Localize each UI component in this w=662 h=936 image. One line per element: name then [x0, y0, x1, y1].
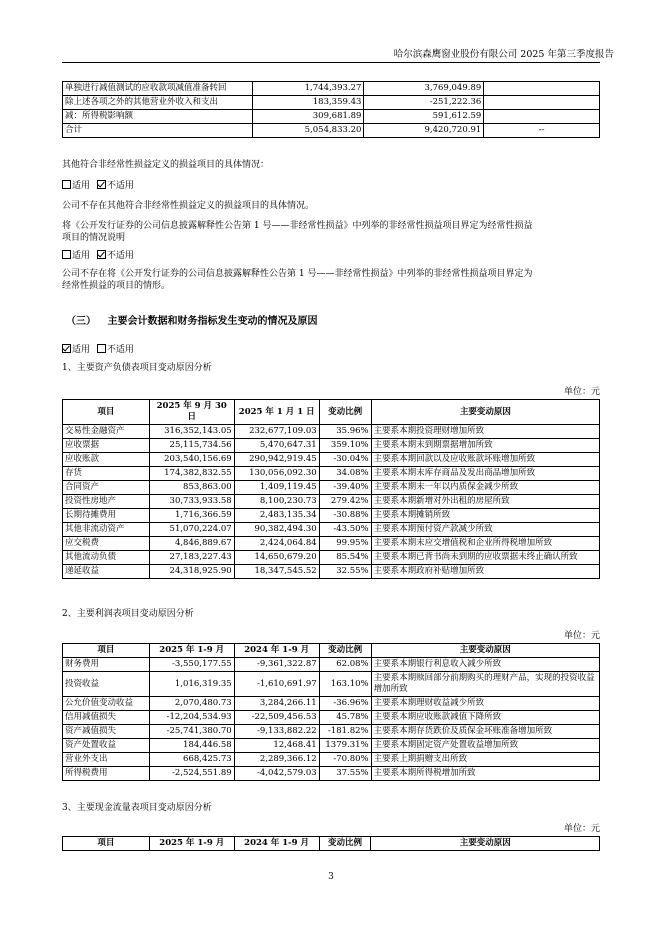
table-cell: 1,016,319.35 [149, 672, 234, 697]
check-row-1 [62, 180, 134, 192]
header-row [63, 644, 600, 658]
column-header: 项目 [63, 644, 150, 658]
row-current: 1,744,393.27 [252, 82, 364, 96]
column-header: 项目 [63, 400, 150, 425]
table-cell: 营业外支出 [63, 753, 150, 767]
checkbox-not-applicable[interactable] [97, 180, 106, 189]
label-applicable: 适用 [72, 181, 91, 191]
row-item: 除上述各项之外的其他营业外收入和支出 [63, 96, 253, 110]
column-header: 2025 年 1 月 1 日 [234, 400, 319, 425]
checkbox-not-applicable-3[interactable] [97, 344, 106, 353]
table-cell: 90,382,494.30 [234, 523, 319, 537]
section-heading: 主要会计数据和财务指标发生变动的情况及原因 [107, 316, 318, 327]
row-current: 5,054,833.20 [252, 124, 364, 138]
table-cell: 32.55% [319, 565, 371, 579]
table-cell: 投资收益 [63, 672, 150, 697]
table-row [63, 82, 600, 96]
section-title [66, 312, 317, 327]
table-cell: 公允价值变动收益 [63, 697, 150, 711]
table-cell: 1,716,366.59 [149, 509, 234, 523]
table-cell: -70.80% [319, 753, 371, 767]
table-cell: -43.50% [319, 523, 371, 537]
table-cell: 51,070,224.07 [149, 523, 234, 537]
table-cell: 主要系本期已背书尚未到期的应收票据未终止确认所致 [371, 551, 599, 565]
table-row [63, 697, 600, 711]
table-cell: 62.08% [319, 658, 371, 672]
checkbox-applicable-2[interactable] [62, 250, 71, 259]
table-cell: 1,409,119.45 [234, 481, 319, 495]
checkbox-applicable-3[interactable] [62, 344, 71, 353]
checkbox-not-applicable-2[interactable] [97, 250, 106, 259]
table-cell: 主要系本期应收账款减值下降所致 [371, 711, 599, 725]
table-cell: 35.96% [319, 425, 371, 439]
table-cell: 8,100,230.73 [234, 495, 319, 509]
para-reclass-line2: 项目的情况说明 [62, 233, 126, 243]
label-not-applicable-3: 不适用 [106, 345, 134, 355]
table-cell: 184,446.58 [149, 739, 234, 753]
row-item: 单独进行减值测试的应收款项减值准备转回 [63, 82, 253, 96]
para-reclass-line1: 将《公开发行证券的公司信息披露解释性公告第 1 号——非经常性损益》中列举的非经常性损益项目界定为经常性损益 [62, 221, 533, 231]
row-current: 183,359.43 [252, 96, 364, 110]
table-row [63, 711, 600, 725]
balance-sheet-table [62, 399, 600, 579]
para-other-items: 其他符合非经常性损益定义的损益项目的具体情况： [62, 160, 270, 170]
table-cell: 所得税费用 [63, 767, 150, 781]
table-cell: 85.54% [319, 551, 371, 565]
table-row [63, 565, 600, 579]
table-cell: 316,352,143.05 [149, 425, 234, 439]
table-cell: 应收账款 [63, 453, 150, 467]
row-note [484, 96, 600, 110]
table-cell: 163.10% [319, 672, 371, 697]
row-ytd: 591,612.59 [364, 110, 484, 124]
table-cell: 25,115,734.56 [149, 439, 234, 453]
table-cell: 其他流动负债 [63, 551, 150, 565]
table-row [63, 523, 600, 537]
nonrecurring-table [62, 81, 600, 138]
table-cell: -30.88% [319, 509, 371, 523]
para-no-reclass-line1: 公司不存在将《公开发行证券的公司信息披露解释性公告第 1 号——非经常性损益》中列举的非经常性损益项目界定为 [62, 269, 533, 279]
column-header: 2025 年 1-9 月 [149, 837, 234, 851]
table-cell: 2,424,064.84 [234, 537, 319, 551]
table-cell: 主要系本期末应交增值税和企业所得税增加所致 [371, 537, 599, 551]
column-header: 2024 年 1-9 月 [234, 644, 319, 658]
profit-table [62, 643, 600, 781]
table-cell: 130,056,092.30 [234, 467, 319, 481]
table-cell: 14,650,679.20 [234, 551, 319, 565]
table-cell: 存货 [63, 467, 150, 481]
table-cell: 主要系本期末库存商品及发出商品增加所致 [371, 467, 599, 481]
table-row [63, 509, 600, 523]
label-not-applicable-2: 不适用 [106, 251, 134, 261]
table-cell: 其他非流动资产 [63, 523, 150, 537]
table-cell: 主要系本期政府补贴增加所致 [371, 565, 599, 579]
table-row [63, 725, 600, 739]
table-cell: 5,470,647.31 [234, 439, 319, 453]
table-cell: 主要系本期投资理财增加所致 [371, 425, 599, 439]
table-row [63, 537, 600, 551]
table-cell: 财务费用 [63, 658, 150, 672]
table-cell: 668,425.73 [149, 753, 234, 767]
unit-label-3: 单位：元 [563, 824, 600, 834]
table-cell: 359.10% [319, 439, 371, 453]
table-cell: -9,361,322.87 [234, 658, 319, 672]
para-no-reclass-line2: 经常性损益的项目的情形。 [62, 281, 171, 291]
table-cell: 37.55% [319, 767, 371, 781]
cashflow-table [62, 836, 600, 851]
table-cell: 主要系本期预付资产款减少所致 [371, 523, 599, 537]
check-row-3 [62, 344, 134, 356]
table-cell: 45.78% [319, 711, 371, 725]
table-row [63, 425, 600, 439]
table-cell: 资产处置收益 [63, 739, 150, 753]
table-row [63, 658, 600, 672]
table-cell: 99.95% [319, 537, 371, 551]
table-cell: 主要系本期赎回部分前期购买的理财产品，实现的投资收益增加所致 [371, 672, 599, 697]
table-cell: 合同资产 [63, 481, 150, 495]
row-current: 309,681.89 [252, 110, 364, 124]
column-header: 变动比例 [319, 400, 371, 425]
table-cell: -12,204,534.93 [149, 711, 234, 725]
table-row [63, 96, 600, 110]
table-cell: 主要系本期回款以及应收账款坏账增加所致 [371, 453, 599, 467]
table-cell: -2,524,551.89 [149, 767, 234, 781]
table-cell: -1,610,691.97 [234, 672, 319, 697]
row-note: -- [484, 124, 600, 138]
row-ytd: 3,769,049.89 [364, 82, 484, 96]
table-cell: 主要系本期存货跌价及质保金坏账准备增加所致 [371, 725, 599, 739]
table-cell: 主要系本期末一年以内质保金减少所致 [371, 481, 599, 495]
table-cell: 主要系本期理财收益减少所致 [371, 697, 599, 711]
column-header: 2025 年 1-9 月 [149, 644, 234, 658]
table-cell: 投资性房地产 [63, 495, 150, 509]
column-header: 变动比例 [319, 837, 371, 851]
table-cell: 主要系本期末到期票据增加所致 [371, 439, 599, 453]
table-row [63, 110, 600, 124]
table-cell: 18,347,545.52 [234, 565, 319, 579]
row-ytd: -251,222.36 [364, 96, 484, 110]
table-cell: 232,677,109.03 [234, 425, 319, 439]
table-cell: 3,284,266.11 [234, 697, 319, 711]
subheading-cashflow: 3、主要现金流量表项目变动原因分析 [62, 803, 212, 813]
table-row [63, 467, 600, 481]
table-cell: 2,070,480.73 [149, 697, 234, 711]
table-cell: 资产减值损失 [63, 725, 150, 739]
table-cell: 2,483,135.34 [234, 509, 319, 523]
table-cell: 203,540,156.69 [149, 453, 234, 467]
check-row-2 [62, 250, 134, 262]
para-no-other-items: 公司不存在其他符合非经常性损益定义的损益项目的具体情况。 [62, 201, 315, 211]
table-row [63, 672, 600, 697]
column-header: 2024 年 1-9 月 [234, 837, 319, 851]
label-applicable-2: 适用 [72, 251, 91, 261]
row-ytd: 9,420,720.91 [364, 124, 484, 138]
page-header: 哈尔滨森鹰窗业股份有限公司 2025 年第三季度报告 [393, 49, 614, 60]
table-row [63, 551, 600, 565]
table-cell: 应交税费 [63, 537, 150, 551]
table-cell: 长期待摊费用 [63, 509, 150, 523]
table-cell: 24,318,925.90 [149, 565, 234, 579]
unit-label-2: 单位：元 [563, 631, 600, 641]
header-row [63, 400, 600, 425]
table-cell: 290,942,919.45 [234, 453, 319, 467]
table-cell: 174,382,832.55 [149, 467, 234, 481]
table-cell: 主要系本期固定资产处置收益增加所致 [371, 739, 599, 753]
table-row [63, 439, 600, 453]
header-row [63, 837, 600, 851]
table-cell: 853,863.00 [149, 481, 234, 495]
table-cell: 4,846,889.67 [149, 537, 234, 551]
row-note [484, 110, 600, 124]
table-row [63, 753, 600, 767]
table-cell: 主要系本期摊销所致 [371, 509, 599, 523]
table-cell: 交易性金融资产 [63, 425, 150, 439]
table-cell: 递延收益 [63, 565, 150, 579]
table-cell: -181.82% [319, 725, 371, 739]
table-cell: 主要系本期银行利息收入减少所致 [371, 658, 599, 672]
subheading-balance: 1、主要资产负债表项目变动原因分析 [62, 363, 212, 373]
column-header: 主要变动原因 [371, 837, 600, 851]
column-header: 变动比例 [319, 644, 371, 658]
table-row [63, 767, 600, 781]
table-cell: 279.42% [319, 495, 371, 509]
table-cell: 2,289,366.12 [234, 753, 319, 767]
label-applicable-3: 适用 [72, 345, 91, 355]
header-rule [62, 62, 600, 63]
table-cell: -3,550,177.55 [149, 658, 234, 672]
subheading-profit: 2、主要利润表项目变动原因分析 [62, 609, 194, 619]
column-header: 主要变动原因 [371, 400, 599, 425]
table-cell: -4,042,579.03 [234, 767, 319, 781]
table-cell: 主要系本期新增对外出租的房屋所致 [371, 495, 599, 509]
table-cell: -9,133,882.22 [234, 725, 319, 739]
table-row [63, 453, 600, 467]
table-cell: -30.04% [319, 453, 371, 467]
table-cell: 主要系本期所得税增加所致 [371, 767, 599, 781]
table-cell: 12,468.41 [234, 739, 319, 753]
row-item: 合计 [63, 124, 253, 138]
unit-label-1: 单位：元 [563, 387, 600, 397]
table-cell: 34.08% [319, 467, 371, 481]
table-cell: 信用减值损失 [63, 711, 150, 725]
label-not-applicable: 不适用 [106, 181, 134, 191]
column-header: 主要变动原因 [371, 644, 599, 658]
column-header: 项目 [63, 837, 150, 851]
row-note [484, 82, 600, 96]
table-cell: -22,509,456.53 [234, 711, 319, 725]
table-cell: 27,183,227.43 [149, 551, 234, 565]
table-cell: -36.96% [319, 697, 371, 711]
table-cell: 1379.31% [319, 739, 371, 753]
table-cell: -25,741,380.70 [149, 725, 234, 739]
page-number: 3 [328, 872, 334, 882]
checkbox-applicable[interactable] [62, 180, 71, 189]
table-cell: 30,733,933.58 [149, 495, 234, 509]
table-row [63, 739, 600, 753]
table-cell: 主要系上期捐赠支出所致 [371, 753, 599, 767]
table-row [63, 481, 600, 495]
table-row [63, 124, 600, 138]
row-item: 减：所得税影响额 [63, 110, 253, 124]
table-cell: 应收票据 [63, 439, 150, 453]
table-row [63, 495, 600, 509]
table-cell: -39.40% [319, 481, 371, 495]
column-header: 2025 年 9 月 30 日 [149, 400, 234, 425]
section-number: （三） [66, 316, 96, 327]
